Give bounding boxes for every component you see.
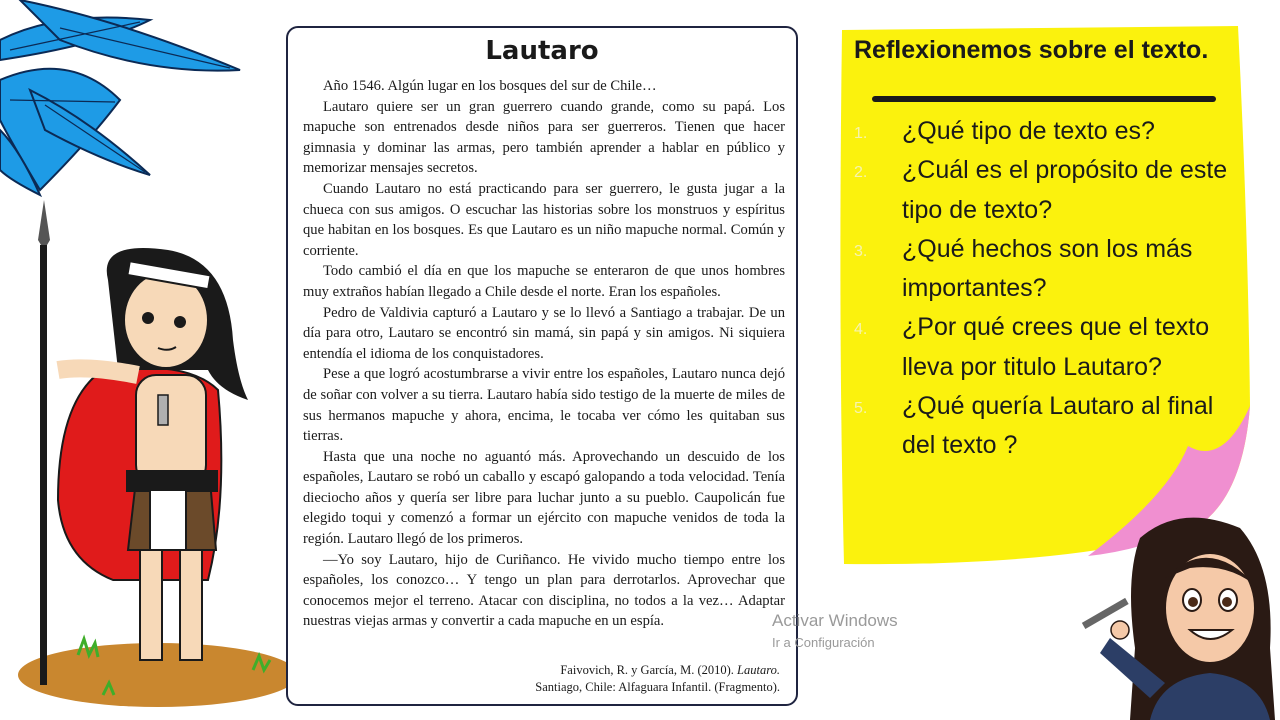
story-paragraph: Hasta que una noche no aguantó más. Aprovechando un descuido de los españoles, Lautaro se robó un caballo y escapó galopando a toda velocidad. Tenía dieciocho años y quería ser libre para luchar junto a su pueblo. Caupolicán fue elegido toqui y comenzó a formar un ejército con mapuche venidos de toda la región. Lautaro llegó de los primeros. bbox=[303, 448, 785, 548]
story-panel bbox=[286, 26, 798, 706]
question-number: 4. bbox=[854, 321, 868, 339]
question-number: 1. bbox=[854, 125, 868, 142]
question-item bbox=[852, 387, 1242, 466]
question-item bbox=[852, 308, 1242, 387]
question-text: ¿Cuál es el propósito de este tipo de texto? bbox=[902, 156, 1228, 224]
citation-authors: Faivovich, R. y García, M. (2010). bbox=[560, 663, 738, 677]
question-item bbox=[852, 151, 1242, 230]
leaves-decoration bbox=[0, 0, 250, 200]
story-paragraph: Año 1546. Algún lugar en los bosques del sur de Chile… bbox=[323, 78, 657, 94]
story-paragraph: Cuando Lautaro no está practicando para ser guerrero, le gusta jugar a la chueca con sus amigos. O escuchar las historias sobre los monstruos y espíritus que habitan en los bosques. Es que Lautaro es un niño mapuche normal. Común y corriente. bbox=[303, 180, 785, 259]
activation-watermark bbox=[772, 610, 898, 654]
lautaro-illustration bbox=[18, 200, 308, 710]
citation-work: Lautaro. bbox=[737, 663, 780, 677]
watermark-line: Ir a Configuración bbox=[772, 635, 875, 650]
question-number: 3. bbox=[854, 242, 868, 260]
note-divider bbox=[872, 96, 1216, 102]
teacher-avatar bbox=[1070, 508, 1280, 720]
citation bbox=[535, 662, 780, 696]
citation-publisher: Santiago, Chile: Alfaguara Infantil. (Fragmento). bbox=[535, 680, 780, 694]
note-title: Reflexionemos sobre el texto. bbox=[854, 36, 1209, 64]
story-body bbox=[303, 76, 785, 632]
question-list bbox=[852, 112, 1242, 466]
question-text: ¿Qué tipo de texto es? bbox=[902, 117, 1155, 145]
story-title: Lautaro bbox=[485, 36, 599, 66]
question-number: 5. bbox=[854, 400, 868, 418]
question-text: ¿Qué quería Lautaro al final del texto ? bbox=[902, 392, 1214, 460]
watermark-line: Activar Windows bbox=[772, 611, 898, 630]
story-paragraph: Pese a que logró acostumbrarse a vivir entre los españoles, Lautaro nunca dejó de soñar con volver a su tierra. Lautaro había sido testigo de la muerte de miles de sus hermanos mapuche y ahora, encima, le tocaba ver cómo les quitaban sus tierras. bbox=[303, 366, 785, 445]
question-text: ¿Por qué crees que el texto lleva por titulo Lautaro? bbox=[902, 313, 1210, 381]
story-paragraph: Lautaro quiere ser un gran guerrero cuando grande, como su papá. Los mapuche son entrenados desde niños para ser guerreros. Tienen que hacer gimnasia y dominar las armas, pero también aprender a hablar en público y memorizar mensajes secretos. bbox=[303, 98, 785, 177]
story-paragraph: Todo cambió el día en que los mapuche se enteraron de que unos hombres muy extraños habían llegado a Chile desde el norte. Eran los españoles. bbox=[303, 263, 785, 300]
question-item bbox=[852, 230, 1242, 309]
question-text: ¿Qué hechos son los más importantes? bbox=[902, 234, 1193, 303]
story-paragraph: —Yo soy Lautaro, hijo de Curiñanco. He vivido mucho tiempo entre los españoles, los conozco… Y tengo un plan para derrotarlos. Aprovechar que conocemos mejor el terreno. Atacar con disciplina, no todos a la vez… Adaptar nuestras viejas armas y convertir a cada mapuche en un espía. bbox=[303, 551, 785, 630]
story-paragraph: Pedro de Valdivia capturó a Lautaro y se lo llevó a Santiago a trabajar. De un día para otro, Lautaro se encontró sin mamá, sin papá y sin amigos. Ni siquiera entendía el idioma de los conquistadores. bbox=[303, 304, 785, 362]
question-item bbox=[852, 112, 1242, 151]
question-number: 2. bbox=[854, 164, 868, 182]
